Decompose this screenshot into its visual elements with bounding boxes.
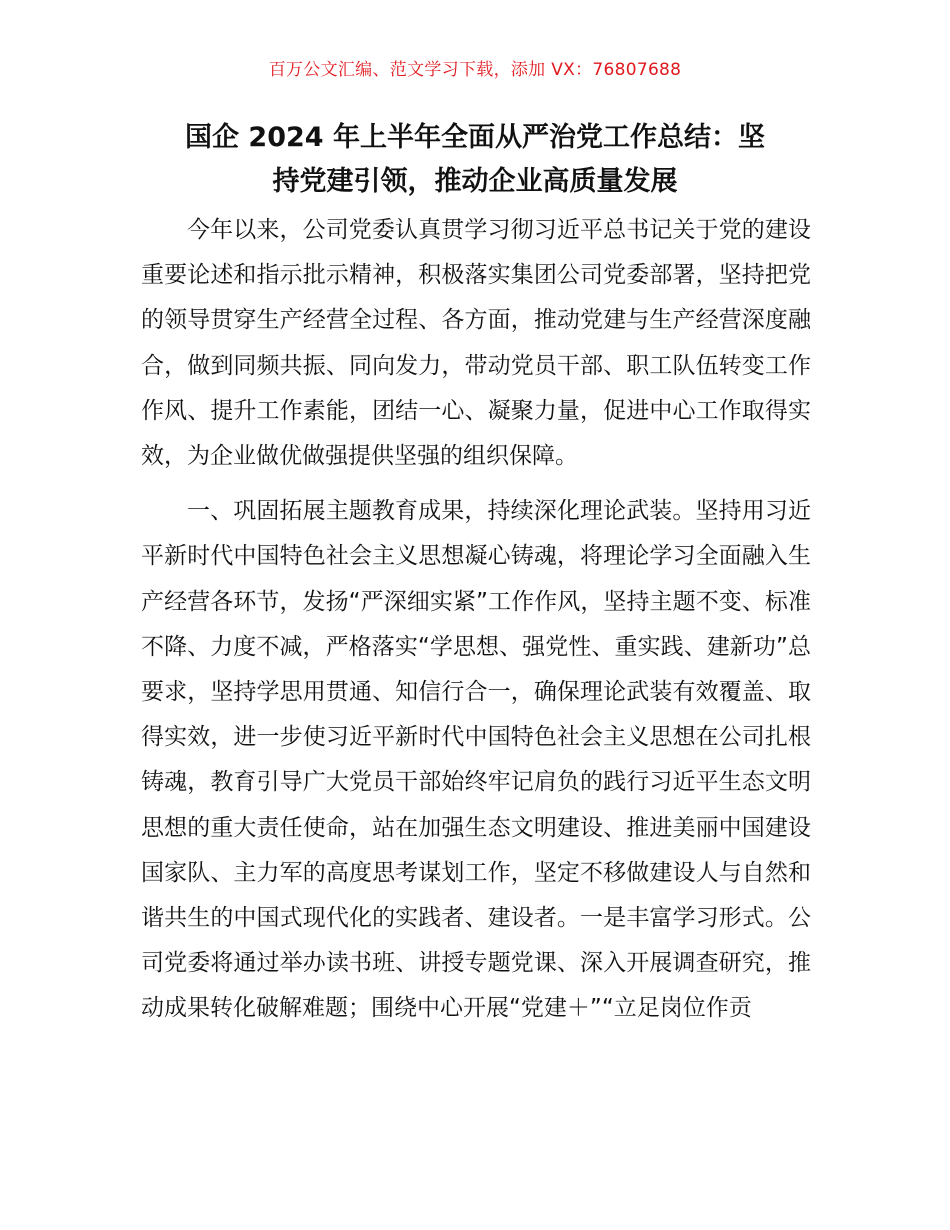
title-line-2: 持党建引领，推动企业高质量发展 (272, 166, 678, 197)
title-line-1: 国企 2024 年上半年全面从严治党工作总结：坚 (185, 122, 765, 153)
paragraph-intro: 今年以来，公司党委认真贯学习彻习近平总书记关于党的建设重要论述和指示批示精神，积极落实集团公司党委部署，坚持把党的领导贯穿生产经营全过程、各方面，推动党建与生产经营深度融合，做到同频共振、同向发力，带动党员干部、职工队伍转变工作作风、提升工作素能，团结一心、凝聚力量，促进中心工作取得实效，为企业做优做强提供坚强的组织保障。 (141, 217, 811, 470)
paragraph-section-one: 一、巩固拓展主题教育成果，持续深化理论武装。坚持用习近平新时代中国特色社会主义思想凝心铸魂，将理论学习全面融入生产经营各环节，发扬“严深细实紧”工作作风，坚持主题不变、标准不降、力度不减，严格落实“学思想、强党性、重实践、建新功”总要求，坚持学思用贯通、知信行合一，确保理论武装有效覆盖、取得实效，进一步使习近平新时代中国特色社会主义思想在公司扎根铸魂，教育引导广大党员干部始终牢记肩负的践行习近平生态文明思想的重大责任使命，站在加强生态文明建设、推进美丽中国建设国家队、主力军的高度思考谋划工作，坚定不移做建设人与自然和谐共生的中国式现代化的实践者、建设者。一是丰富学习形式。公司党委将通过举办读书班、讲授专题党课、深入开展调查研究，推动成果转化破解难题；围绕中心开展“党建＋”“立足岗位作贡 (141, 498, 811, 1022)
document-title (130, 116, 820, 204)
watermark-text: 百万公文汇编、范文学习下载，添加 VX：76807688 (268, 60, 682, 80)
document-body (141, 208, 811, 1032)
